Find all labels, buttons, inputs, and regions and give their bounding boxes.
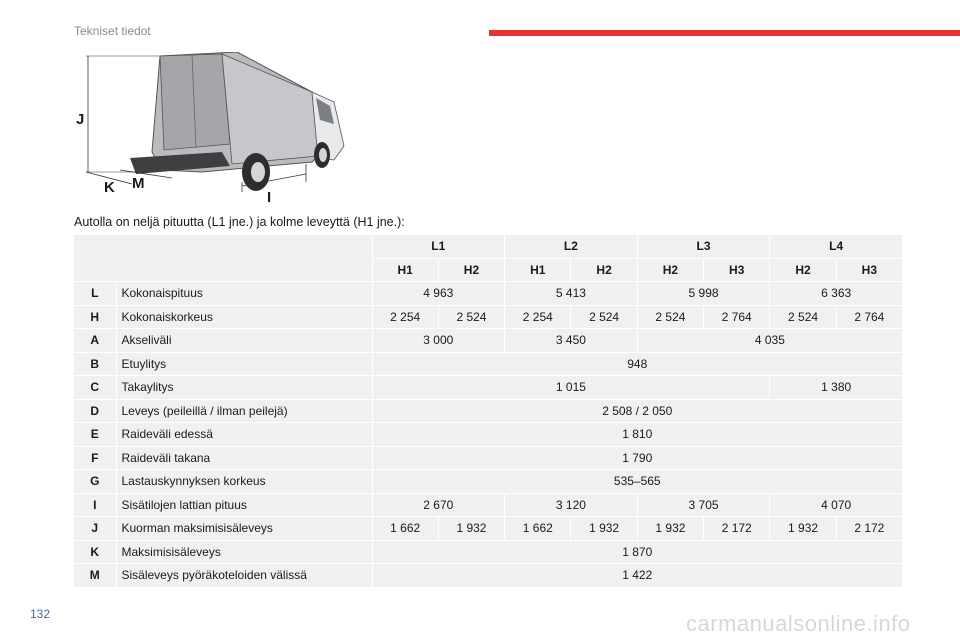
dimension-name: Maksimisisäleveys: [116, 540, 372, 564]
height-header: H2: [571, 258, 637, 282]
dimension-code: B: [74, 352, 116, 376]
dimension-value: 2 172: [704, 517, 770, 541]
length-header: L3: [637, 235, 770, 258]
section-title: Tekniset tiedot: [74, 24, 151, 38]
dimension-value: 5 413: [505, 282, 638, 306]
dimension-value: 2 172: [836, 517, 902, 541]
dimension-value: 2 524: [770, 305, 836, 329]
dimension-value: 3 000: [372, 329, 505, 353]
dimension-code: C: [74, 376, 116, 400]
dimension-name: Etuylitys: [116, 352, 372, 376]
label-j: J: [76, 111, 85, 128]
height-header: H1: [505, 258, 571, 282]
table-row: [74, 329, 903, 353]
dimension-value: 1 810: [372, 423, 903, 447]
dimension-value: 5 998: [637, 282, 770, 306]
height-header: H3: [704, 258, 770, 282]
intro-text: Autolla on neljä pituutta (L1 jne.) ja kolme leveyttä (H1 jne.):: [74, 215, 405, 229]
dimension-code: A: [74, 329, 116, 353]
dimension-code: L: [74, 282, 116, 306]
dimension-value: 1 932: [637, 517, 703, 541]
dimension-code: M: [74, 564, 116, 588]
dimensions-table: [74, 235, 903, 588]
dimension-value: 2 524: [438, 305, 504, 329]
table-row: [74, 399, 903, 423]
table-row: [74, 517, 903, 541]
table-row: [74, 446, 903, 470]
table-row: [74, 352, 903, 376]
dimension-value: 3 705: [637, 493, 770, 517]
dimension-value: 1 870: [372, 540, 903, 564]
section-accent-bar: [489, 30, 960, 36]
table-row: [74, 282, 903, 306]
dimension-value: 2 764: [836, 305, 902, 329]
dimension-value: 1 932: [571, 517, 637, 541]
table-row: [74, 540, 903, 564]
dimension-name: Kokonaispituus: [116, 282, 372, 306]
dimension-value: 3 120: [505, 493, 638, 517]
dimension-value: 1 380: [770, 376, 903, 400]
table-row: [74, 376, 903, 400]
dimension-value: 535–565: [372, 470, 903, 494]
dimension-name: Kokonaiskorkeus: [116, 305, 372, 329]
dimension-value: 2 254: [505, 305, 571, 329]
table-row: [74, 470, 903, 494]
dimension-name: Kuorman maksimisisäleveys: [116, 517, 372, 541]
label-m: M: [132, 175, 145, 192]
dimension-value: 1 015: [372, 376, 770, 400]
page-number: 132: [30, 607, 51, 621]
dimension-value: 948: [372, 352, 903, 376]
height-header: H2: [637, 258, 703, 282]
dimension-name: Raideväli takana: [116, 446, 372, 470]
dimension-value: 6 363: [770, 282, 903, 306]
label-i: I: [267, 189, 272, 204]
dimension-name: Leveys (peileillä / ilman peilejä): [116, 399, 372, 423]
header-blank-cell: [74, 235, 372, 282]
dimension-code: J: [74, 517, 116, 541]
height-header: H3: [836, 258, 902, 282]
dimension-code: G: [74, 470, 116, 494]
height-header: H2: [438, 258, 504, 282]
van-dimension-illustration: [72, 52, 362, 204]
table-row: [74, 305, 903, 329]
dimension-value: 2 524: [637, 305, 703, 329]
watermark: carmanualsonline.info: [686, 611, 911, 636]
dimension-value: 3 450: [505, 329, 638, 353]
length-header: L1: [372, 235, 505, 258]
length-header: L2: [505, 235, 638, 258]
dimension-name: Lastauskynnyksen korkeus: [116, 470, 372, 494]
height-header: H1: [372, 258, 438, 282]
dimension-value: 4 035: [637, 329, 902, 353]
dimension-code: I: [74, 493, 116, 517]
dimension-value: 1 662: [372, 517, 438, 541]
dimension-code: D: [74, 399, 116, 423]
dimension-code: E: [74, 423, 116, 447]
dimension-value: 1 790: [372, 446, 903, 470]
dimension-value: 4 070: [770, 493, 903, 517]
dimension-name: Raideväli edessä: [116, 423, 372, 447]
height-header: H2: [770, 258, 836, 282]
dimension-value: 2 524: [571, 305, 637, 329]
dimension-value: 2 764: [704, 305, 770, 329]
dimension-value: 1 932: [770, 517, 836, 541]
dimension-code: K: [74, 540, 116, 564]
dimension-value: 1 422: [372, 564, 903, 588]
table-row: [74, 423, 903, 447]
dimension-name: Sisäleveys pyöräkoteloiden välissä: [116, 564, 372, 588]
label-k: K: [104, 179, 115, 196]
dimension-value: 2 254: [372, 305, 438, 329]
dimension-value: 1 932: [438, 517, 504, 541]
dimension-code: H: [74, 305, 116, 329]
dimension-name: Takaylitys: [116, 376, 372, 400]
dimension-value: 1 662: [505, 517, 571, 541]
table-row: [74, 564, 903, 588]
table-row: [74, 493, 903, 517]
dimension-code: F: [74, 446, 116, 470]
dimension-value: 2 508 / 2 050: [372, 399, 903, 423]
dimension-name: Akseliväli: [116, 329, 372, 353]
dimension-value: 2 670: [372, 493, 505, 517]
length-header: L4: [770, 235, 903, 258]
table-header-lengths: [74, 235, 903, 258]
dimension-value: 4 963: [372, 282, 505, 306]
dimension-name: Sisätilojen lattian pituus: [116, 493, 372, 517]
